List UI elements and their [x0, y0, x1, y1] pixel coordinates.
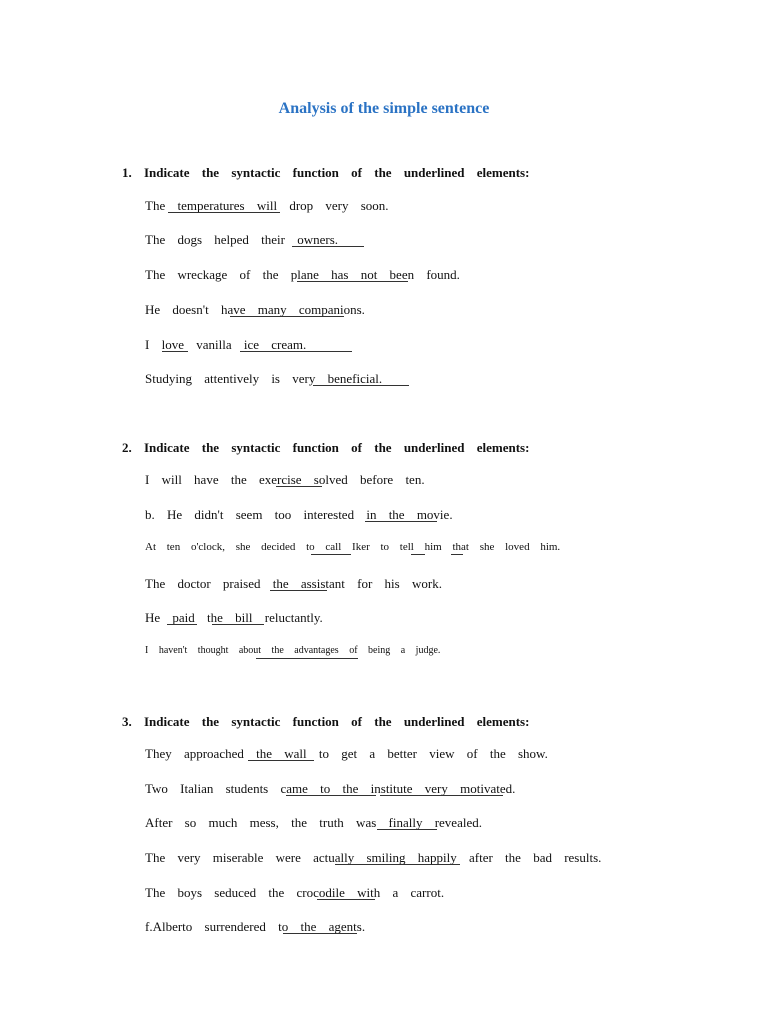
underline-mark — [167, 624, 197, 625]
document-title: Analysis of the simple sentence — [278, 100, 490, 117]
sentence-3-5: The boys seduced the crocodile with a carrot. — [145, 885, 445, 900]
underline-mark — [380, 795, 503, 796]
sentence-3-2: Two Italian students came to the institute very motivated. — [145, 781, 516, 796]
underline-mark — [451, 554, 463, 555]
section-3-heading: 3. Indicate the syntactic function of the underlined elements: — [122, 714, 530, 729]
section-2-heading: 2. Indicate the syntactic function of the underlined elements: — [122, 440, 530, 455]
underline-mark — [365, 521, 437, 522]
sentence-1-1: The temperatures will drop very soon. — [145, 198, 389, 213]
underline-mark — [276, 486, 322, 487]
underline-mark — [283, 933, 357, 934]
underline-mark — [313, 385, 409, 386]
sentence-2-3: At ten o'clock, she decided to call Iker to tell him that she loved him. — [145, 541, 561, 553]
sentence-3-1: They approached the wall to get a better view of the show. — [145, 746, 548, 761]
sentence-3-3: After so much mess, the truth was finally revealed. — [145, 815, 482, 830]
section-1-heading: 1. Indicate the syntactic function of the underlined elements: — [122, 165, 530, 180]
sentence-3-4: The very miserable were actually smiling happily after the bad results. — [145, 850, 602, 865]
underline-mark — [162, 351, 188, 352]
underline-mark — [286, 795, 376, 796]
underline-mark — [256, 658, 358, 659]
underline-mark — [248, 760, 314, 761]
underline-mark — [230, 316, 344, 317]
underline-mark — [270, 590, 327, 591]
sentence-1-4: He doesn't have many companions. — [145, 302, 365, 317]
sentence-2-5: He paid the bill reluctantly. — [145, 610, 323, 625]
underline-mark — [335, 864, 460, 865]
underline-mark — [212, 624, 264, 625]
sentence-1-6: Studying attentively is very beneficial. — [145, 371, 383, 386]
underline-mark — [240, 351, 352, 352]
sentence-2-6: I haven't thought about the advantages of being a judge. — [145, 645, 441, 656]
underline-mark — [297, 281, 408, 282]
sentence-2-1: I will have the exercise solved before ten. — [145, 472, 425, 487]
sentence-1-5: I love vanilla ice cream. — [145, 337, 307, 352]
underline-mark — [317, 899, 375, 900]
underline-mark — [311, 554, 351, 555]
sentence-2-2: b. He didn't seem too interested in the movie. — [145, 507, 453, 522]
sentence-1-2: The dogs helped their owners. — [145, 232, 339, 247]
underline-mark — [168, 212, 280, 213]
underline-mark — [292, 246, 364, 247]
underline-mark — [411, 554, 425, 555]
underline-mark — [377, 829, 437, 830]
sentence-1-3: The wreckage of the plane has not been found. — [145, 267, 460, 282]
sentence-2-4: The doctor praised the assistant for his work. — [145, 576, 442, 591]
sentence-3-6: f.Alberto surrendered to the agents. — [145, 919, 366, 934]
